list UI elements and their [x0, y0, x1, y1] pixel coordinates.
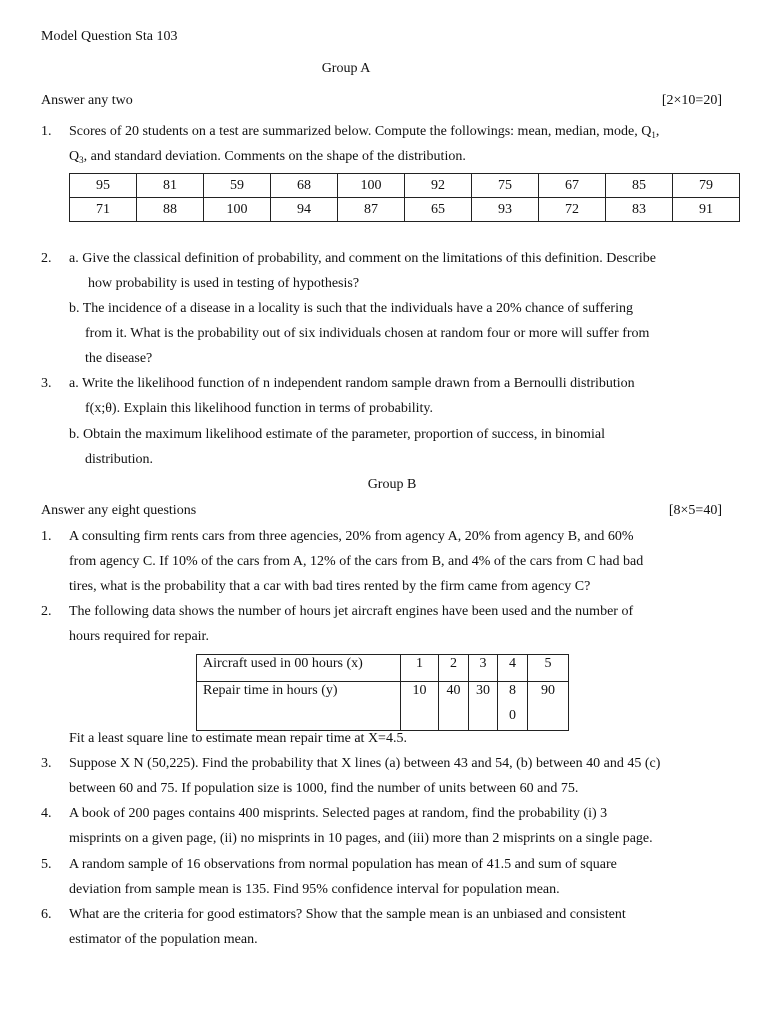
score-cell: 65 — [405, 198, 472, 222]
repair-x-cell: 3 — [469, 655, 498, 682]
repair-row-x — [197, 655, 569, 682]
repair-y-label: Repair time in hours (y) — [197, 682, 401, 731]
repair-table — [196, 654, 569, 731]
repair-y-value: 8 — [509, 683, 516, 698]
repair-y-cell: 30 — [469, 682, 498, 731]
scores-row-2 — [70, 198, 740, 222]
group-b-q5-line1: A random sample of 16 observations from normal population has mean of 41.5 and sum of square — [69, 857, 617, 872]
group-b-q4-number: 4. — [41, 806, 52, 821]
score-cell: 59 — [204, 174, 271, 198]
score-cell: 92 — [405, 174, 472, 198]
group-a-q1-line2: $Q_3$, and standard deviation. Comments on the shape of the distribution. — [69, 149, 466, 165]
group-a-q3b-line1: b. Obtain the maximum likelihood estimate of the parameter, proportion of success, in binomial — [69, 427, 605, 442]
group-a-q2-number: 2. — [41, 251, 52, 266]
group-b-q4-line1: A book of 200 pages contains 400 misprints. Selected pages at random, find the probability (i) 3 — [69, 806, 608, 821]
repair-x-cell: 1 — [401, 655, 439, 682]
group-b-q3-line1: Suppose X N (50,225). Find the probability that X lines (a) between 43 and 54, (b) between 40 and 45 (c) — [69, 756, 661, 771]
group-a-q2b-line2: from it. What is the probability out of six individuals chosen at random four or more will suffer from — [85, 326, 650, 341]
group-b-q6-line2: estimator of the population mean. — [69, 932, 258, 947]
group-b-q1-line2: from agency C. If 10% of the cars from A, 12% of the cars from B, and 4% of the cars from C had bad — [69, 554, 644, 569]
group-b-q6-line1: What are the criteria for good estimators? Show that the sample mean is an unbiased and consistent — [69, 907, 626, 922]
group-b-q3-number: 3. — [41, 756, 52, 771]
group-a-q1-line1: Scores of 20 students on a test are summarized below. Compute the followings: mean, median, mode, $Q_1$, — [69, 124, 660, 140]
score-cell: 67 — [539, 174, 606, 198]
group-a-q2a-line2: how probability is used in testing of hypothesis? — [88, 276, 360, 291]
group-a-q1-number: 1. — [41, 124, 52, 139]
repair-y-cell: 90 — [528, 682, 569, 731]
repair-y-cell: 40 — [439, 682, 469, 731]
group-b-q2-number: 2. — [41, 604, 52, 619]
group-a-marks: [2×10=20] — [661, 93, 722, 108]
score-cell: 93 — [472, 198, 539, 222]
repair-x-cell: 4 — [498, 655, 528, 682]
group-b-q1-number: 1. — [41, 529, 52, 544]
scores-row-1 — [70, 174, 740, 198]
group-a-q2a-line1: a. Give the classical definition of probability, and comment on the limitations of this definition. Describe — [69, 251, 656, 266]
group-b-q1-line3: tires, what is the probability that a car with bad tires rented by the firm came from agency C? — [69, 579, 591, 594]
score-cell: 83 — [606, 198, 673, 222]
score-cell: 100 — [204, 198, 271, 222]
scores-table — [69, 173, 740, 222]
group-a-q3a-line1: a. Write the likelihood function of n independent random sample drawn from a Bernoulli distribution — [69, 376, 635, 391]
score-cell: 75 — [472, 174, 539, 198]
group-b-q5-line2: deviation from sample mean is 135. Find 95% confidence interval for population mean. — [69, 882, 560, 897]
repair-x-label: Aircraft used in 00 hours (x) — [197, 655, 401, 682]
score-cell: 95 — [70, 174, 137, 198]
group-a-q2b-line3: the disease? — [85, 351, 153, 366]
score-cell: 68 — [271, 174, 338, 198]
group-b-q4-line2: misprints on a given page, (ii) no misprints in 10 pages, and (iii) more than 2 misprints on a single page. — [69, 831, 653, 846]
repair-x-cell: 5 — [528, 655, 569, 682]
repair-y-cell: 10 — [401, 682, 439, 731]
group-b-instruction: Answer any eight questions — [41, 503, 197, 518]
score-cell: 88 — [137, 198, 204, 222]
group-a-q3b-line2: distribution. — [85, 452, 154, 467]
group-b-q2-line2: hours required for repair. — [69, 629, 209, 644]
group-b-marks: [8×5=40] — [668, 503, 722, 518]
group-a-q2b-line1: b. The incidence of a disease in a locality is such that the individuals have a 20% chance of suffering — [69, 301, 633, 316]
repair-y-wrap: 0 — [509, 708, 516, 723]
group-b-q6-number: 6. — [41, 907, 52, 922]
repair-y-cell — [498, 682, 528, 731]
group-b-q1-line1: A consulting firm rents cars from three agencies, 20% from agency A, 20% from agency B, and 60% — [69, 529, 634, 544]
group-a-q3-number: 3. — [41, 376, 52, 391]
repair-row-y — [197, 682, 569, 731]
score-cell: 72 — [539, 198, 606, 222]
score-cell: 87 — [338, 198, 405, 222]
score-cell: 100 — [338, 174, 405, 198]
page-title: Model Question Sta 103 — [41, 29, 178, 44]
group-b-q5-number: 5. — [41, 857, 52, 872]
group-a-heading: Group A — [321, 61, 371, 76]
score-cell: 91 — [673, 198, 740, 222]
group-a-q3a-line2: f(x;θ). Explain this likelihood function in terms of probability. — [85, 401, 433, 416]
group-a-instruction: Answer any two — [41, 93, 133, 108]
score-cell: 71 — [70, 198, 137, 222]
group-b-q3-line2: between 60 and 75. If population size is 1000, find the number of units between 60 and 75. — [69, 781, 579, 796]
repair-x-cell: 2 — [439, 655, 469, 682]
score-cell: 81 — [137, 174, 204, 198]
group-b-q2-line3: Fit a least square line to estimate mean repair time at X=4.5. — [69, 731, 407, 746]
group-b-heading: Group B — [367, 477, 417, 492]
score-cell: 85 — [606, 174, 673, 198]
group-b-q2-line1: The following data shows the number of hours jet aircraft engines have been used and the number of — [69, 604, 634, 619]
score-cell: 94 — [271, 198, 338, 222]
score-cell: 79 — [673, 174, 740, 198]
